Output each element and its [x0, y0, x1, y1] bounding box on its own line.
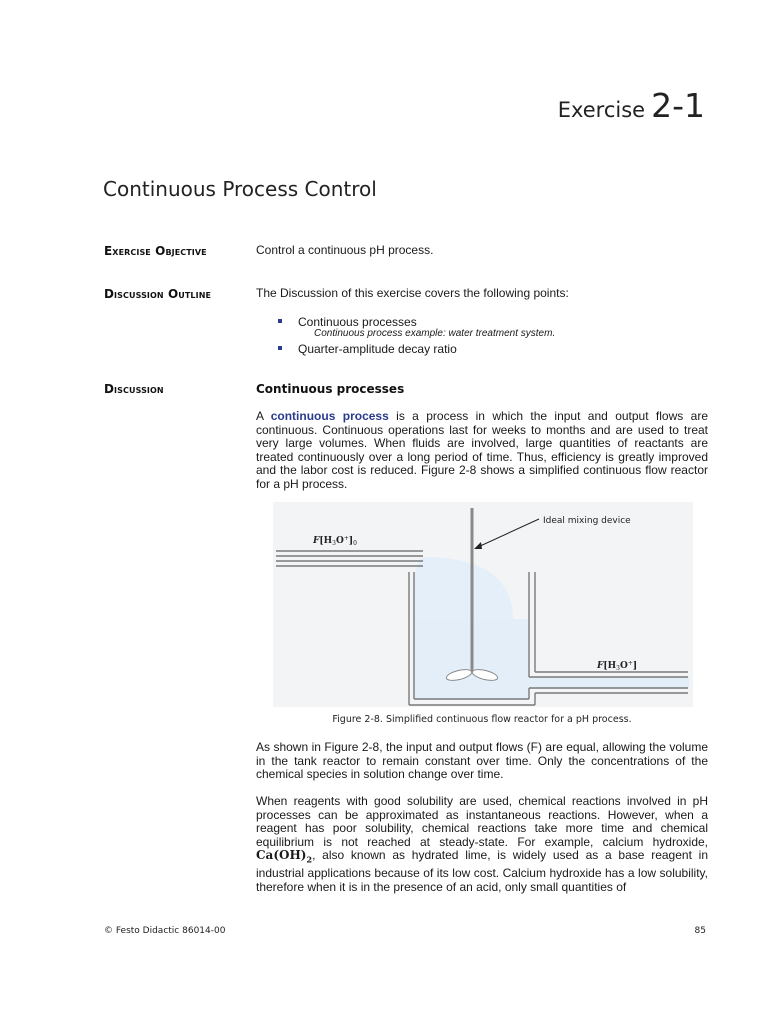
label-in-O: O	[335, 536, 344, 546]
label-out-O: O	[619, 661, 628, 671]
label-in-sub3: 3	[332, 540, 336, 547]
paragraph-2: As shown in Figure 2-8, the input and output flows (F) are equal, allowing the volume in the tank reactor to remain constant over time. Only the concentrations of the chemical species in solution change over time.	[256, 740, 708, 782]
page-number: 85	[694, 926, 706, 936]
p1-prefix: A	[256, 409, 271, 423]
outline-intro: The Discussion of this exercise covers the following points:	[256, 286, 569, 300]
outline-label: Discussion Outline	[104, 287, 212, 301]
p3-part-b: , also known as hydrated lime, is widely used as a base reagent in industrial applications because of its low cost. Calcium hydroxide has a low solubility, therefore when it is in the presence of an acid, only small quantities of	[256, 848, 708, 894]
formula-calcium-hydroxide	[256, 848, 313, 865]
outline-item	[278, 315, 417, 329]
formula-base: Ca(OH)	[256, 848, 307, 863]
label-in-close: ]	[348, 536, 354, 546]
label-in-sup: +	[343, 535, 349, 542]
paragraph-1	[256, 410, 708, 492]
formula-subscript: 2	[306, 854, 313, 865]
p1-rest: is a process in which the input and output flows are continuous. Continuous operations last for weeks to months and are used to treat very large volumes. When fluids are involved, large quantities of reactants are treated continuously over a long period of time. Thus, efficiency is greatly improved and the labor cost is reduced. Figure 2-8 shows a simplified continuous flow reactor for a pH process.	[256, 409, 708, 491]
term-continuous-process: continuous process	[270, 409, 389, 423]
objective-label: Exercise Objective	[104, 244, 207, 258]
label-out-F: F	[597, 661, 604, 671]
bullet-square-icon	[278, 346, 282, 350]
discussion-subheading: Continuous processes	[256, 382, 405, 396]
footer-copyright: © Festo Didactic 86014-00	[104, 926, 226, 936]
objective-text: Control a continuous pH process.	[256, 243, 434, 257]
discussion-label: Discussion	[104, 382, 164, 396]
label-in-H: [H	[319, 536, 333, 546]
figure-flow-reactor	[273, 502, 693, 712]
exercise-heading	[558, 86, 705, 125]
paragraph-3	[256, 795, 708, 895]
outline-item-text: Continuous processes	[298, 315, 417, 329]
outline-item-text: Quarter-amplitude decay ratio	[298, 342, 457, 356]
figure-caption: Figure 2-8. Simplified continuous flow reactor for a pH process.	[332, 714, 632, 725]
outline-subitem: Continuous process example: water treatment system.	[314, 328, 556, 339]
label-in-sub0: 0	[353, 540, 357, 547]
outline-item	[278, 342, 457, 356]
exercise-word: Exercise	[557, 98, 646, 122]
page-title: Continuous Process Control	[103, 177, 377, 201]
label-out-sup: +	[627, 660, 633, 667]
label-out-close: ]	[632, 661, 638, 671]
outlet-liquid	[529, 677, 689, 689]
label-in-F: F	[313, 536, 320, 546]
label-out-H: [H	[603, 661, 617, 671]
p3-part-a: When reagents with good solubility are used, chemical reactions involved in pH processes can be approximated as instantaneous reactions. However, when a reagent has poor solubility, chemical reactions take more time and chemical equilibrium is not reached at steady-state. For example, calcium hydroxide,	[256, 794, 708, 849]
exercise-number: 2-1	[651, 86, 705, 125]
label-out-sub3: 3	[616, 665, 620, 672]
reactor-diagram	[273, 502, 693, 707]
bullet-square-icon	[278, 319, 282, 323]
label-mixing-device: Ideal mixing device	[543, 516, 631, 526]
